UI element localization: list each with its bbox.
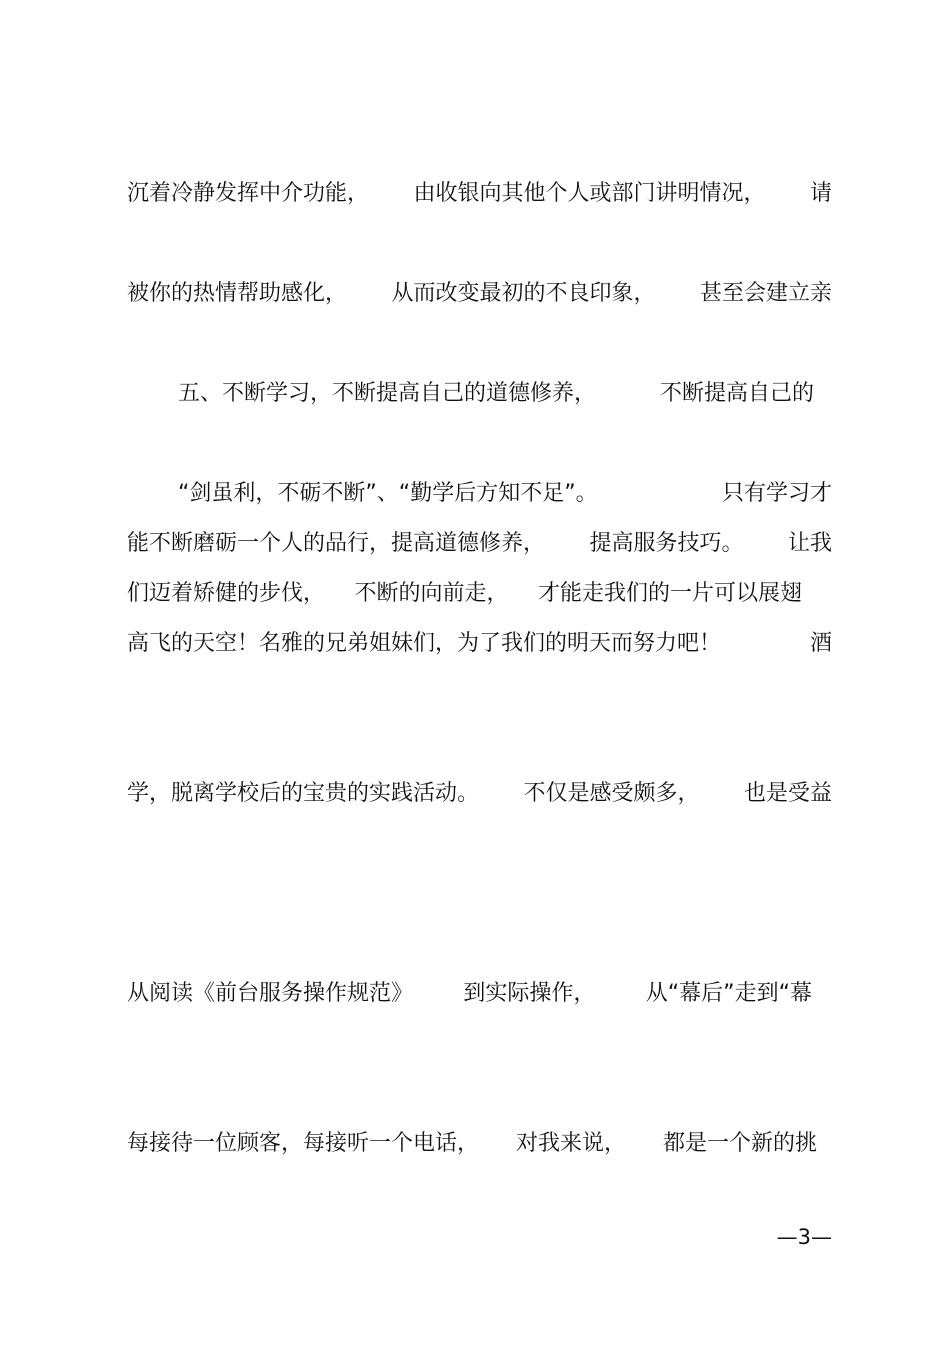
- section-heading: [127, 677, 832, 711]
- text-segment: 也是受益: [743, 781, 832, 806]
- text-segment: 不仅是感受颇多，: [523, 781, 700, 806]
- text-segment: 学，脱离学校后的宝贵的实践活动。: [127, 781, 480, 806]
- text-segment: 沉着冷静发挥中介功能，: [127, 181, 370, 206]
- text-segment: 只有学习才: [721, 481, 832, 506]
- text-segment: 从“幕后”走到“幕: [645, 981, 812, 1006]
- page-number: —3—: [776, 1225, 832, 1249]
- text-line-6: [127, 427, 832, 461]
- text-segment: 不断提高自己的: [659, 381, 814, 406]
- text-line-13: [127, 777, 832, 811]
- text-segment: 让我: [787, 531, 832, 556]
- text-segment: 提高服务技巧。: [589, 531, 744, 556]
- text-line-9: [127, 577, 802, 611]
- text-segment: 到实际操作，: [463, 981, 596, 1006]
- text-line-20: [127, 1127, 817, 1161]
- text-line-14: [127, 827, 832, 861]
- text-line-10: [127, 627, 832, 661]
- text-line-1: [127, 177, 832, 211]
- text-line-18: [127, 1027, 832, 1061]
- text-line-12: [178, 727, 832, 761]
- text-segment: 酒: [809, 631, 832, 656]
- text-segment: 五、不断学习，不断提高自己的道德修养，: [178, 381, 597, 406]
- text-line-5: [178, 377, 814, 411]
- text-segment: 高飞的天空！名雅的兄弟姐妹们，为了我们的明天而努力吧！: [127, 631, 722, 656]
- text-segment: 从阅读《前台服务操作规范》: [127, 981, 414, 1006]
- text-segment: 从而改变最初的不良印象，: [391, 281, 656, 306]
- text-segment: 被你的热情帮助感化，: [127, 281, 348, 306]
- text-line-7: [178, 477, 832, 511]
- text-segment: 们迈着矫健的步伐，: [127, 581, 326, 606]
- text-line-8: [127, 527, 832, 561]
- text-line-17: [127, 977, 812, 1011]
- text-segment: 对我来说，: [515, 1131, 626, 1156]
- text-segment: 能不断磨砺一个人的品行，提高道德修养，: [127, 531, 546, 556]
- text-segment: 请: [809, 181, 832, 206]
- text-line-15: [178, 877, 832, 911]
- text-segment: 才能走我们的一片可以展翅: [537, 581, 802, 606]
- text-segment: 每接待一位顾客，每接听一个电话，: [127, 1131, 480, 1156]
- text-segment: 由收银向其他个人或部门讲明情况，: [413, 181, 766, 206]
- text-line-2: [127, 227, 832, 261]
- text-line-3: [127, 277, 832, 311]
- text-line-16: [127, 927, 832, 961]
- text-segment: 甚至会建立亲: [699, 281, 832, 306]
- text-line-19: [127, 1077, 832, 1111]
- text-segment: “剑虽利，不砺不断”、“勤学后方知不足”。: [178, 481, 598, 506]
- text-line-4: [127, 327, 832, 361]
- text-segment: 不断的向前走，: [354, 581, 509, 606]
- text-segment: 都是一个新的挑: [662, 1131, 817, 1156]
